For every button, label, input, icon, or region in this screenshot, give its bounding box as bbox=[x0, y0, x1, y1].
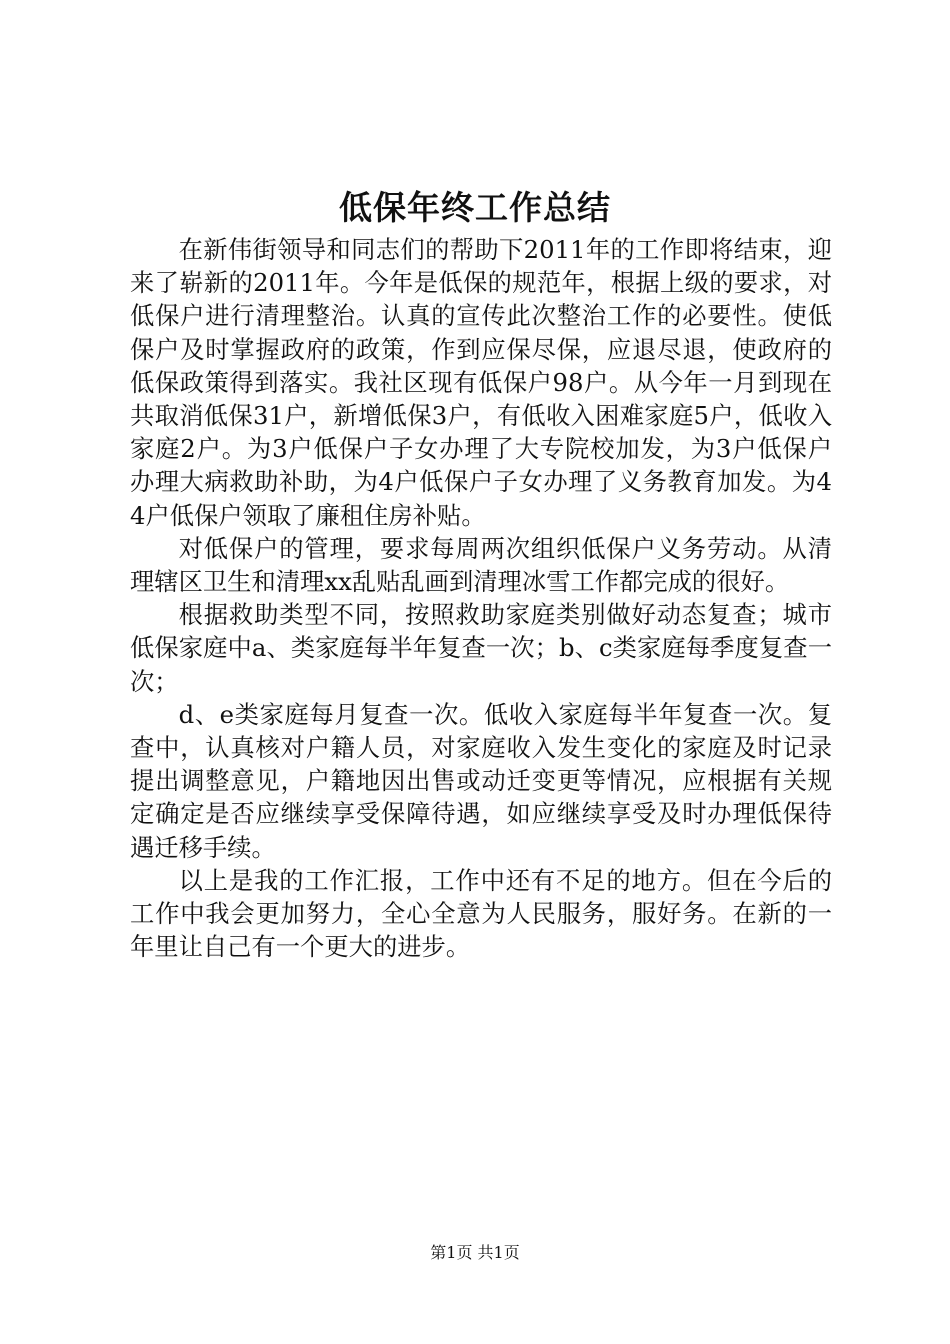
paragraph-3: 根据救助类型不同，按照救助家庭类别做好动态复查；城市低保家庭中a、类家庭每半年复查一次；b、c类家庭每季度复查一次； bbox=[130, 600, 832, 696]
paragraph-5: 以上是我的工作汇报，工作中还有不足的地方。但在今后的工作中我会更加努力，全心全意为人民服务，服好务。在新的一年里让自己有一个更大的进步。 bbox=[130, 865, 832, 962]
paragraph-2: 对低保户的管理，要求每周两次组织低保户义务劳动。从清理辖区卫生和清理xx乱贴乱画到清理冰雪工作都完成的很好。 bbox=[130, 533, 832, 597]
document-title: 低保年终工作总结 bbox=[339, 188, 611, 227]
paragraph-4: d、e类家庭每月复查一次。低收入家庭每半年复查一次。复查中，认真核对户籍人员，对家庭收入发生变化的家庭及时记录提出调整意见，户籍地因出售或动迁变更等情况，应根据有关规定确定是否应继续享受保障待遇，如应继续享受及时办理低保待遇迁移手续。 bbox=[130, 699, 832, 862]
paragraph-1: 在新伟街领导和同志们的帮助下2011年的工作即将结束，迎来了崭新的2011年。今年是低保的规范年，根据上级的要求，对低保户进行清理整治。认真的宣传此次整治工作的必要性。使低保户及时掌握政府的政策，作到应保尽保，应退尽退，使政府的低保政策得到落实。我社区现有低保户98户。从今年一月到现在共取消低保31户，新增低保3户，有低收入困难家庭5户，低收入家庭2户。为3户低保户子女办理了大专院校加发，为3户低保户办理大病救助补助，为4户低保户子女办理了义务教育加发。为44户低保户领取了廉租住房补贴。 bbox=[130, 235, 832, 530]
page-footer: 第1页 共1页 bbox=[430, 1243, 520, 1262]
document-body bbox=[130, 233, 832, 963]
